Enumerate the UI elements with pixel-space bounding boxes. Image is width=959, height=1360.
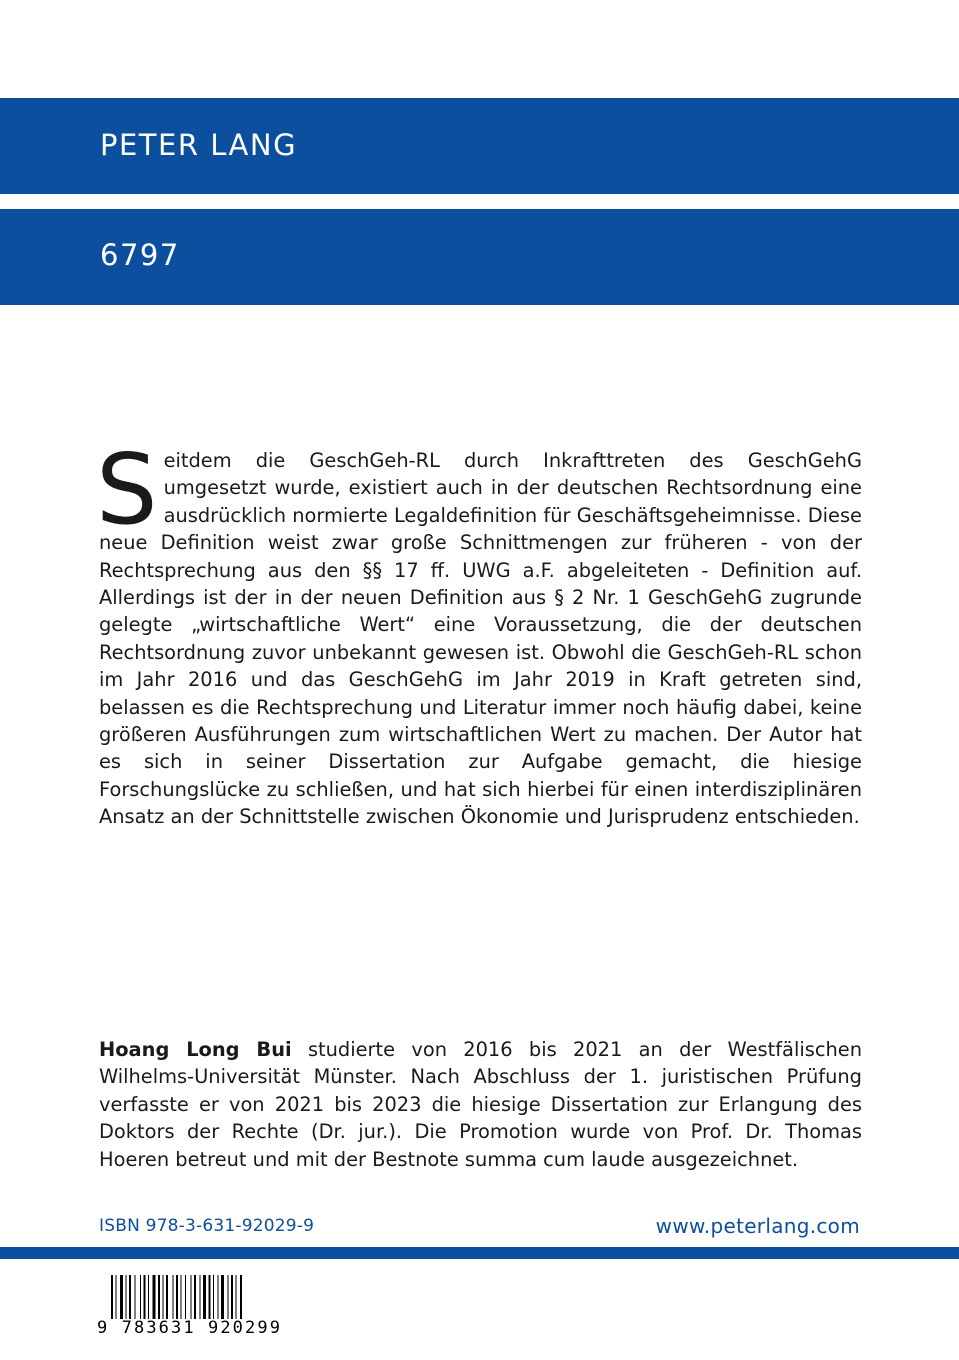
- barcode-bar: [228, 1275, 229, 1319]
- barcode-bar: [194, 1275, 196, 1319]
- barcode-bar: [158, 1275, 160, 1319]
- series-number: 6797: [100, 238, 180, 272]
- barcode-bar: [153, 1275, 156, 1319]
- barcode-bar: [166, 1275, 168, 1319]
- author-name: Hoang Long Bui: [99, 1038, 292, 1061]
- barcode-bar: [191, 1275, 192, 1319]
- barcode-bar: [176, 1275, 178, 1319]
- barcode-bar: [181, 1275, 182, 1319]
- barcode-bar: [213, 1275, 214, 1319]
- barcode-bar: [209, 1275, 211, 1319]
- barcode-bar: [111, 1275, 113, 1319]
- barcode-bar: [221, 1275, 224, 1319]
- book-blurb: [96, 433, 862, 831]
- blurb-text: eitdem die GeschGeh-RL durch Inkrafttreten des GeschGehG umgesetzt wurde, existiert auch in der deutschen Rechtsordnung eine ausdrücklich normierte Legaldefinition für Geschäftsgeheimnisse. Diese neue Definition weist zwar große Schnittmengen zur früheren - von der Rechtsprechung aus den §§ 17 ff. UWG a.F. abgeleiteten - Definition auf. Allerdings ist der in der neuen Definition aus § 2 Nr. 1 GeschGehG zugrunde gelegte „wirtschaftliche Wert“ eine Voraussetzung, die der deutschen Rechtsordnung zuvor unbekannt gewesen ist. Obwohl die GeschGeh-RL schon im Jahr 2016 und das GeschGehG im Jahr 2019 in Kraft getreten sind, belassen es die Rechtsprechung und Literatur immer noch häufig dabei, keine größeren Ausführungen zum wirtschaftlichen Wert zu machen. Der Autor hat es sich in seiner Dissertation zur Aufgabe gemacht, die hiesige Forschungslücke zu schließen, und hat sich hierbei für einen interdisziplinären Ansatz an der Schnittstelle zwischen Ökonomie und Jurisprudenz entschieden.: [99, 449, 862, 829]
- barcode-bar: [116, 1275, 117, 1319]
- publisher-name: PETER LANG: [100, 128, 298, 162]
- publisher-website-link[interactable]: www.peterlang.com: [655, 1214, 860, 1238]
- barcode-bar: [129, 1275, 131, 1319]
- barcode-bar: [173, 1275, 174, 1319]
- barcode-bar: [163, 1275, 164, 1319]
- barcode-bar: [231, 1275, 233, 1319]
- barcode-digits: 9 783631 920299: [97, 1318, 283, 1338]
- barcode-bar: [240, 1275, 242, 1319]
- footer-rule: [0, 1247, 959, 1259]
- barcode-bar: [148, 1275, 149, 1319]
- bio-text: studierte von 2016 bis 2021 an der Westfälischen Wilhelms-Universität Münster. Nach Abschluss der 1. juristischen Prüfung verfasste er von 2021 bis 2023 die hiesige Dissertation zur Erlangung des Doktors der Rechte (Dr. jur.). Die Promotion wurde von Prof. Dr. Thomas Hoeren betreut und mit der Bestnote summa cum laude ausgezeichnet.: [99, 1038, 862, 1171]
- barcode-bar: [120, 1275, 123, 1319]
- barcode-bar: [236, 1275, 237, 1319]
- author-bio: [99, 1036, 862, 1173]
- barcode-bar: [185, 1275, 186, 1319]
- barcode-bar: [135, 1275, 136, 1319]
- barcode-bar: [203, 1275, 206, 1319]
- barcode-bar: [140, 1275, 141, 1319]
- barcode-bar: [218, 1275, 219, 1319]
- barcode-bar: [144, 1275, 146, 1319]
- barcode-bar: [126, 1275, 127, 1319]
- series-band: [0, 209, 959, 305]
- publisher-band: [0, 98, 959, 194]
- drop-cap: S: [96, 433, 158, 546]
- isbn-label: ISBN 978-3-631-92029-9: [99, 1216, 315, 1236]
- barcode-bar: [200, 1275, 201, 1319]
